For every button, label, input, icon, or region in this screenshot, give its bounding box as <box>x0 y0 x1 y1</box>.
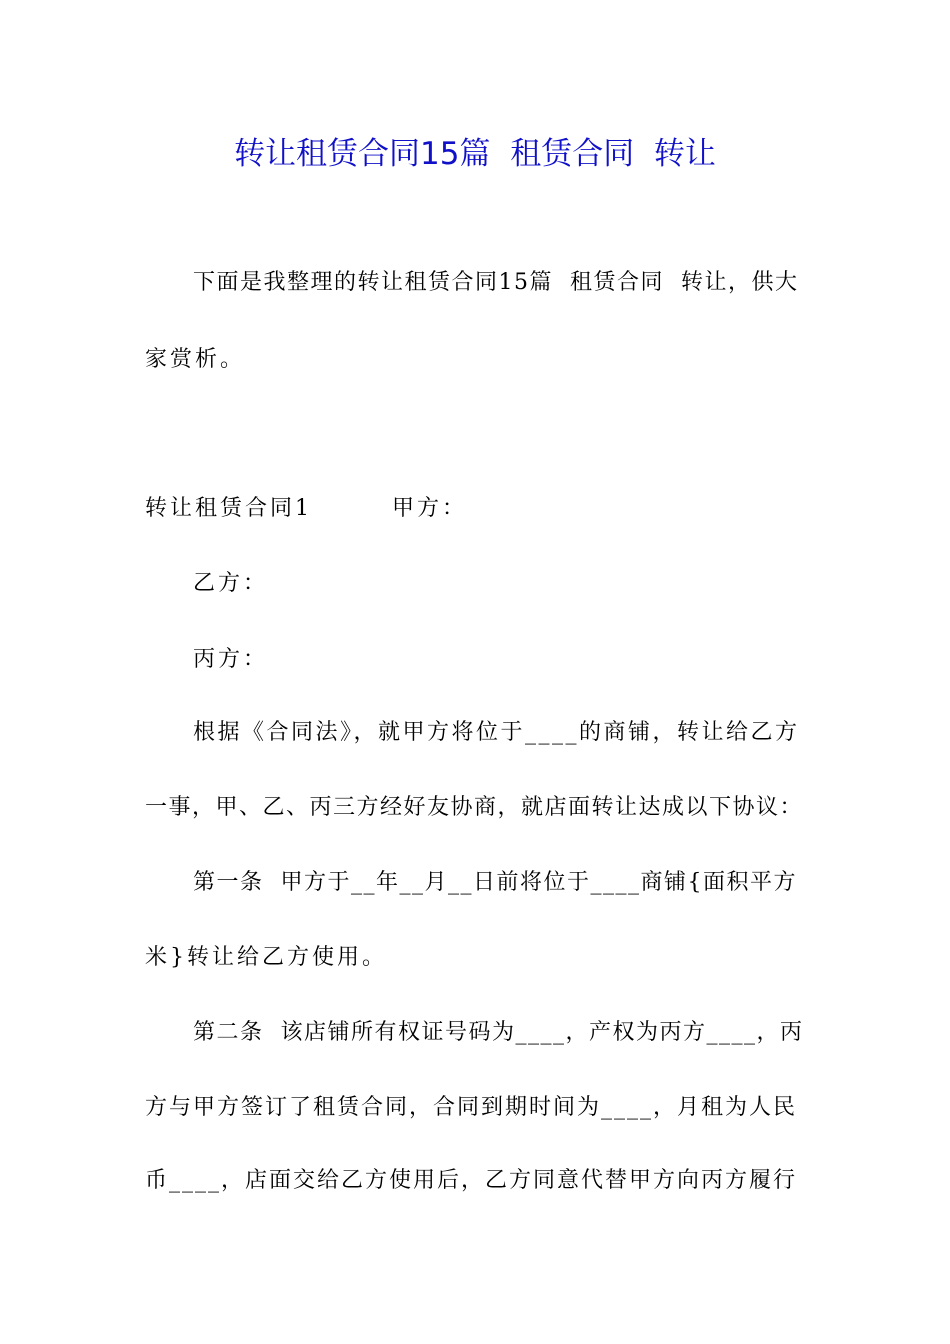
article-two-line-1: 第二条 该店铺所有权证号码为____，产权为丙方____，丙 <box>193 1020 804 1045</box>
article-two-line-2: 方与甲方签订了租赁合同，合同到期时间为____，月租为人民 <box>145 1095 798 1120</box>
article-one-line-1: 第一条 甲方于__年__月__日前将位于____商铺{面积平方 <box>193 870 797 895</box>
article-two-line-3: 币____，店面交给乙方使用后，乙方同意代替甲方向丙方履行 <box>145 1168 798 1193</box>
clause-intro-line-1: 根据《合同法》，就甲方将位于____的商铺，转让给乙方 <box>193 720 800 745</box>
clause-intro-line-2: 一事，甲、乙、丙三方经好友协商，就店面转让达成以下协议： <box>145 795 804 820</box>
party-c-line: 丙方： <box>193 647 269 672</box>
document-title: 转让租赁合同15篇 租赁合同 转让 <box>234 136 716 172</box>
intro-line-1: 下面是我整理的转让租赁合同15篇 租赁合同 转让，供大 <box>193 270 799 295</box>
party-b-line: 乙方： <box>193 571 269 596</box>
contract-heading: 转让租赁合同1 甲方： <box>145 496 467 521</box>
intro-line-2: 家赏析。 <box>145 347 246 372</box>
article-one-line-2: 米}转让给乙方使用。 <box>145 945 387 970</box>
